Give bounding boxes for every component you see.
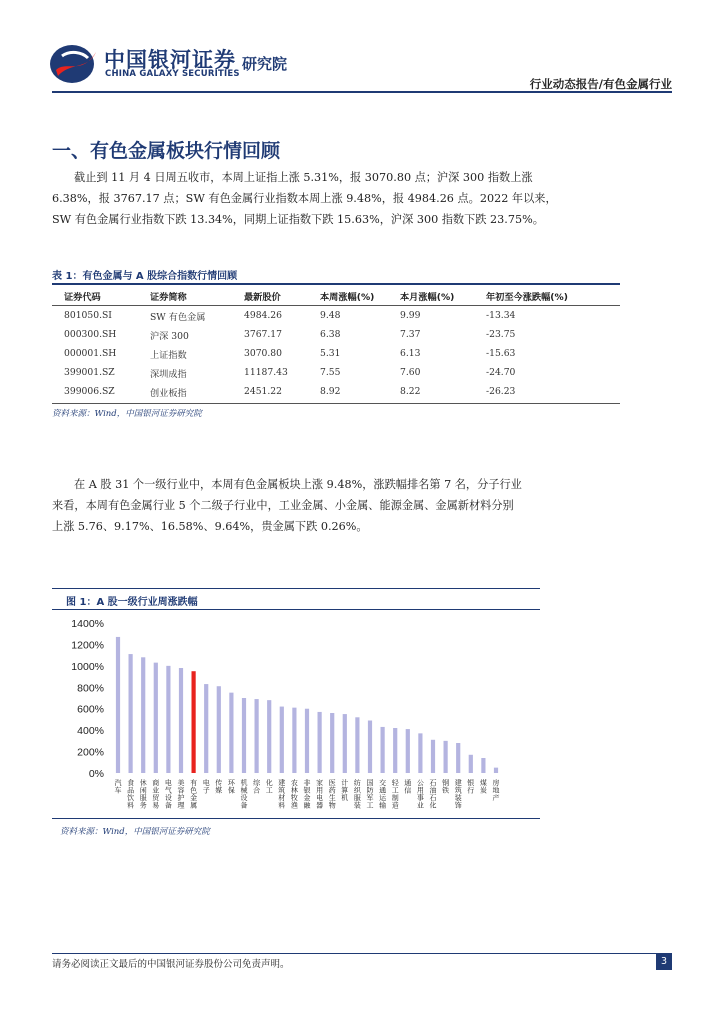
table-top-rule bbox=[52, 283, 620, 285]
table-cell: 5.31 bbox=[320, 348, 341, 359]
paragraph-line: SW 有色金属行业指数下跌 13.34%，同期上证指数下跌 15.63%，沪深 300 指数下跌 23.75%。 bbox=[52, 213, 544, 226]
table-cell: 000001.SH bbox=[64, 348, 117, 359]
column-header: 最新股价 bbox=[244, 286, 320, 306]
table-cell: -26.23 bbox=[486, 386, 516, 397]
table-cell: 7.60 bbox=[400, 367, 421, 378]
bar bbox=[267, 700, 271, 773]
x-tick-label: 交通运输 bbox=[379, 779, 387, 810]
x-tick-label: 传媒 bbox=[215, 779, 223, 795]
y-tick-label: 600% bbox=[77, 703, 104, 716]
table-title: 表 1：有色金属与 A 股综合指数行情回顾 bbox=[52, 271, 238, 282]
x-tick-label: 美容护理 bbox=[177, 779, 185, 810]
table-source-note: 资料来源：Wind，中国银河证券研究院 bbox=[52, 409, 202, 419]
bar bbox=[166, 666, 170, 773]
table-cell: 8.92 bbox=[320, 386, 341, 397]
x-tick-label: 环保 bbox=[227, 779, 235, 795]
bar bbox=[368, 721, 372, 774]
figure-title-rule bbox=[52, 609, 540, 610]
x-tick-label: 国防军工 bbox=[366, 779, 374, 810]
table-row bbox=[52, 306, 620, 326]
table-cell: 801050.SI bbox=[64, 310, 112, 321]
company-name-cn: 中国银河证券 bbox=[104, 48, 236, 72]
column-header: 本月涨幅(%) bbox=[400, 286, 486, 306]
x-tick-label: 食品饮料 bbox=[127, 779, 135, 810]
header-divider bbox=[52, 91, 672, 93]
bar bbox=[179, 668, 183, 773]
paragraph-industry-ranking bbox=[52, 474, 672, 537]
table-cell: 7.55 bbox=[320, 367, 341, 378]
figure-source-note: 资料来源：Wind，中国银河证券研究院 bbox=[60, 827, 210, 837]
table-cell: 8.22 bbox=[400, 386, 421, 397]
x-tick-label: 农林牧渔 bbox=[290, 779, 298, 810]
x-tick-label: 商业贸易 bbox=[152, 779, 160, 810]
x-tick-label: 综合 bbox=[253, 779, 261, 795]
table-cell: 3070.80 bbox=[244, 348, 282, 359]
bar bbox=[494, 768, 498, 773]
bar bbox=[280, 707, 284, 773]
bar bbox=[305, 709, 309, 773]
paragraph-line: 在 A 股 31 个一级行业中，本周有色金属板块上涨 9.48%，涨跌幅排名第 7 名，分子行业 bbox=[74, 478, 522, 491]
bar bbox=[154, 663, 158, 773]
x-tick-label: 纺织服装 bbox=[353, 779, 361, 810]
table-cell: -23.75 bbox=[486, 329, 516, 340]
bar bbox=[456, 743, 460, 773]
table-header-row bbox=[52, 286, 620, 306]
paragraph-line: 来看，本周有色金属行业 5 个二级子行业中，工业金属、小金属、能源金属、金属新材料分别 bbox=[52, 499, 514, 512]
table-cell: 6.38 bbox=[320, 329, 341, 340]
table-row bbox=[52, 382, 620, 401]
table-row bbox=[52, 344, 620, 363]
paragraph-line: 6.38%，报 3767.17 点；SW 有色金属行业指数本周上涨 9.48%，报 4984.26 点。2022 年以来， bbox=[52, 192, 557, 205]
company-name-en: CHINA GALAXY SECURITIES bbox=[105, 69, 240, 79]
page-number: 3 bbox=[656, 954, 672, 970]
x-tick-label: 煤炭 bbox=[479, 779, 487, 795]
table-cell: 9.99 bbox=[400, 310, 421, 321]
bar bbox=[242, 698, 246, 773]
x-tick-label: 房地产 bbox=[492, 779, 500, 802]
bar bbox=[192, 671, 196, 773]
table-cell: 399001.SZ bbox=[64, 367, 115, 378]
x-tick-label: 计算机 bbox=[341, 779, 349, 802]
footer-divider bbox=[52, 953, 672, 954]
x-tick-label: 通信 bbox=[404, 779, 412, 795]
bar bbox=[141, 657, 145, 773]
column-header: 年初至今涨跌幅(%) bbox=[486, 286, 620, 306]
table-cell: 000300.SH bbox=[64, 329, 117, 340]
x-tick-label: 建筑材料 bbox=[278, 779, 286, 810]
bar bbox=[229, 693, 233, 773]
x-tick-label: 银行 bbox=[467, 779, 475, 795]
bar bbox=[129, 654, 133, 773]
table-cell: 深圳成指 bbox=[150, 368, 187, 380]
y-tick-label: 0% bbox=[88, 768, 104, 780]
table-cell: 7.37 bbox=[400, 329, 421, 340]
paragraph-line: 截止到 11 月 4 日周五收市，本周上证指上涨 5.31%，报 3070.80 点；沪深 300 指数上涨 bbox=[74, 171, 533, 184]
bar bbox=[444, 741, 448, 773]
x-tick-label: 汽车 bbox=[114, 779, 122, 795]
figure-bottom-rule bbox=[52, 818, 540, 819]
column-header: 证券简称 bbox=[150, 286, 244, 306]
column-header: 本周涨幅(%) bbox=[320, 286, 400, 306]
y-tick-label: 200% bbox=[77, 746, 104, 759]
bar bbox=[406, 729, 410, 773]
bar bbox=[217, 686, 221, 773]
industry-weekly-change-chart bbox=[52, 612, 540, 816]
y-tick-label: 400% bbox=[77, 725, 104, 738]
footer-disclaimer: 请务必阅读正文最后的中国银河证券股份公司免责声明。 bbox=[52, 959, 290, 970]
galaxy-logo-icon bbox=[48, 40, 100, 86]
x-tick-label: 电气设备 bbox=[164, 779, 172, 810]
x-tick-label: 电子 bbox=[202, 779, 210, 795]
table-bottom-rule bbox=[52, 403, 620, 404]
bar bbox=[204, 684, 208, 773]
paragraph-line: 上涨 5.76、9.17%、16.58%、9.64%，贵金属下跌 0.26%。 bbox=[52, 520, 368, 533]
index-review-table bbox=[52, 286, 620, 401]
table-cell: 沪深 300 bbox=[150, 330, 189, 342]
y-tick-label: 800% bbox=[77, 682, 104, 695]
table-cell: SW 有色金属 bbox=[150, 311, 206, 323]
bar bbox=[393, 728, 397, 773]
table-cell: 9.48 bbox=[320, 310, 341, 321]
bar bbox=[355, 717, 359, 773]
table-cell: 上证指数 bbox=[150, 349, 187, 361]
table-cell: 3767.17 bbox=[244, 329, 282, 340]
paragraph-market-review bbox=[52, 167, 672, 230]
table-cell: 2451.22 bbox=[244, 386, 282, 397]
figure-title: 图 1：A 股一级行业周涨跌幅 bbox=[66, 597, 198, 608]
x-tick-label: 钢铁 bbox=[442, 779, 450, 795]
y-tick-label: 1200% bbox=[71, 639, 104, 652]
table-cell: 创业板指 bbox=[150, 387, 187, 399]
x-tick-label: 家用电器 bbox=[316, 779, 324, 810]
x-tick-label: 非银金融 bbox=[303, 779, 311, 810]
x-tick-label: 休闲服务 bbox=[139, 779, 147, 810]
x-tick-label: 石油石化 bbox=[429, 779, 437, 810]
section-title: 一、有色金属板块行情回顾 bbox=[52, 140, 281, 162]
bar bbox=[330, 713, 334, 773]
bar bbox=[481, 758, 485, 773]
x-tick-label: 化工 bbox=[265, 779, 273, 795]
y-tick-label: 1400% bbox=[71, 618, 104, 630]
table-cell: 4984.26 bbox=[244, 310, 282, 321]
x-tick-label: 公用事业 bbox=[416, 779, 424, 810]
x-tick-label: 有色金属 bbox=[190, 779, 198, 810]
x-tick-label: 机械设备 bbox=[240, 779, 248, 810]
bar bbox=[292, 708, 296, 773]
bar bbox=[116, 637, 120, 773]
y-tick-label: 1000% bbox=[71, 660, 104, 673]
bar bbox=[381, 727, 385, 773]
report-type: 行业动态报告/有色金属行业 bbox=[529, 77, 672, 91]
figure-top-rule bbox=[52, 588, 540, 589]
x-tick-label: 医药生物 bbox=[328, 779, 336, 810]
institute-label: 研究院 bbox=[242, 55, 288, 73]
table-cell: 11187.43 bbox=[244, 367, 288, 378]
bar bbox=[255, 699, 259, 773]
table-cell: -24.70 bbox=[486, 367, 516, 378]
table-cell: -13.34 bbox=[486, 310, 516, 321]
bar bbox=[418, 733, 422, 773]
x-tick-label: 轻工制造 bbox=[391, 779, 399, 810]
table-cell: -15.63 bbox=[486, 348, 516, 359]
table-row bbox=[52, 363, 620, 382]
bar bbox=[469, 755, 473, 773]
table-cell: 399006.SZ bbox=[64, 386, 115, 397]
table-cell: 6.13 bbox=[400, 348, 421, 359]
column-header: 证券代码 bbox=[52, 286, 150, 306]
table-row bbox=[52, 325, 620, 344]
x-tick-label: 建筑装饰 bbox=[454, 779, 462, 810]
bar bbox=[343, 714, 347, 773]
bar bbox=[431, 740, 435, 773]
bar bbox=[318, 712, 322, 773]
